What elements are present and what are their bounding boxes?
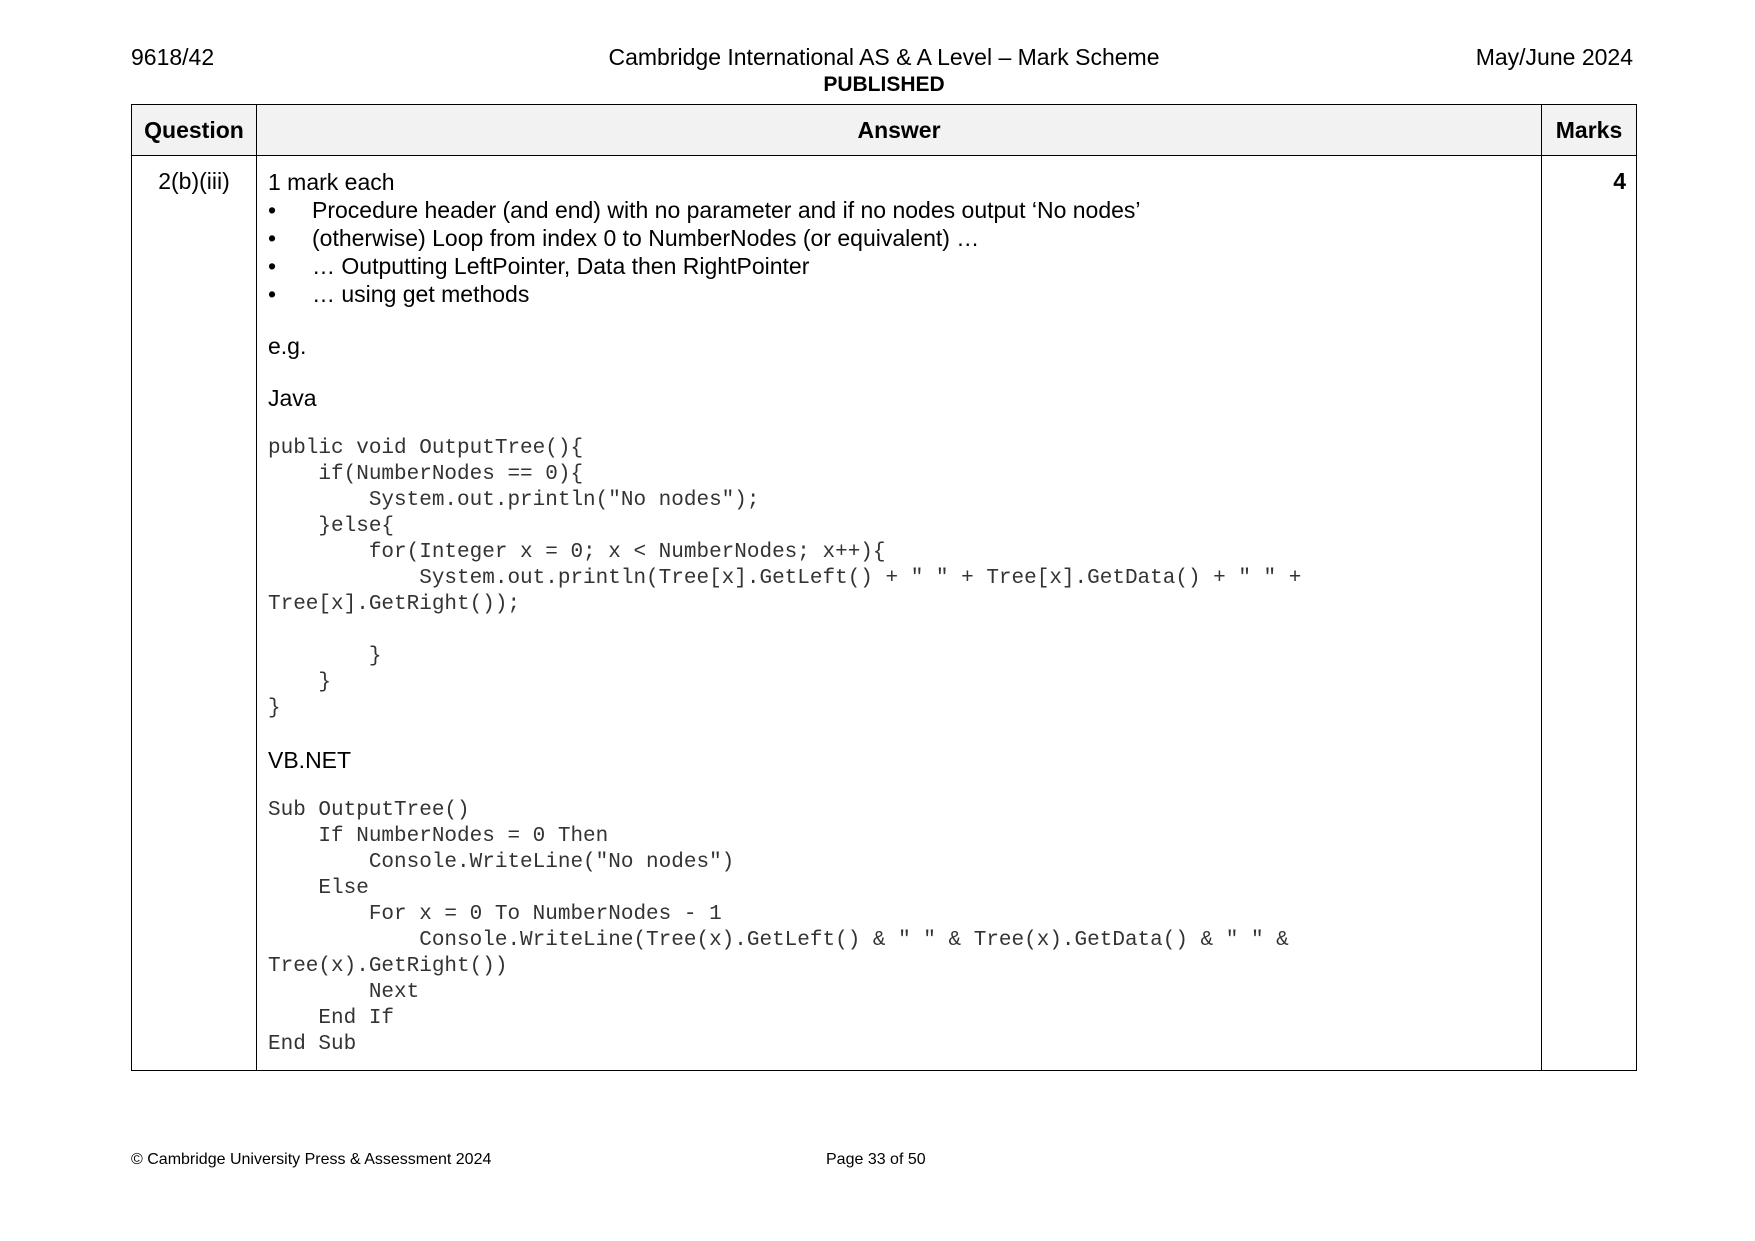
- marks-value: 4: [1542, 156, 1637, 1071]
- java-label: Java: [268, 385, 317, 411]
- example-label: e.g.: [268, 333, 307, 359]
- table-row: [132, 156, 1637, 1071]
- vbnet-label: VB.NET: [268, 747, 352, 773]
- question-number: 2(b)(iii): [132, 156, 257, 1071]
- answer-column-header: Answer: [257, 105, 1542, 156]
- exam-session: May/June 2024: [1475, 44, 1633, 70]
- marking-point: • (otherwise) Loop from index 0 to NumberNodes (or equivalent) …: [268, 225, 980, 251]
- bullet-icon: •: [268, 197, 277, 223]
- mark-rule-intro: 1 mark each: [268, 169, 395, 195]
- table-header-row: [132, 105, 1637, 156]
- page-number: Page 33 of 50: [826, 1151, 926, 1168]
- marking-points-list: [268, 196, 1531, 308]
- bullet-icon: •: [268, 281, 277, 307]
- marking-point: • Procedure header (and end) with no parameter and if no nodes output ‘No nodes’: [268, 197, 1141, 223]
- bullet-icon: •: [268, 253, 277, 279]
- answer-cell: [257, 156, 1542, 1071]
- marking-point: • … using get methods: [268, 281, 530, 307]
- published-label: PUBLISHED: [823, 73, 945, 96]
- copyright-notice: © Cambridge University Press & Assessment 2024: [131, 1151, 492, 1168]
- question-column-header: Question: [132, 105, 257, 156]
- paper-code: 9618/42: [131, 44, 215, 70]
- marks-column-header: Marks: [1542, 105, 1637, 156]
- document-title: Cambridge International AS & A Level – Mark Scheme: [608, 44, 1160, 70]
- vbnet-code-block: Sub OutputTree() If NumberNodes = 0 Then Console.WriteLine("No nodes") Else For x = 0 To NumberNodes - 1 Console.WriteLine(Tree(x).GetLeft() & " " & Tree(x).GetData() & " " & Tree(x).GetRight()) Next End If End Sub: [268, 799, 1289, 1056]
- java-code-block: public void OutputTree(){ if(NumberNodes == 0){ System.out.println("No nodes"); }else{ for(Integer x = 0; x < NumberNodes; x++){ System.out.println(Tree[x].GetLeft() + " " + Tree[x].GetData() + " " + Tree[x].GetRight()); } } }: [268, 437, 1302, 720]
- marking-point: • … Outputting LeftPointer, Data then RightPointer: [268, 253, 810, 279]
- mark-scheme-table: [131, 104, 1637, 1071]
- bullet-icon: •: [268, 225, 277, 251]
